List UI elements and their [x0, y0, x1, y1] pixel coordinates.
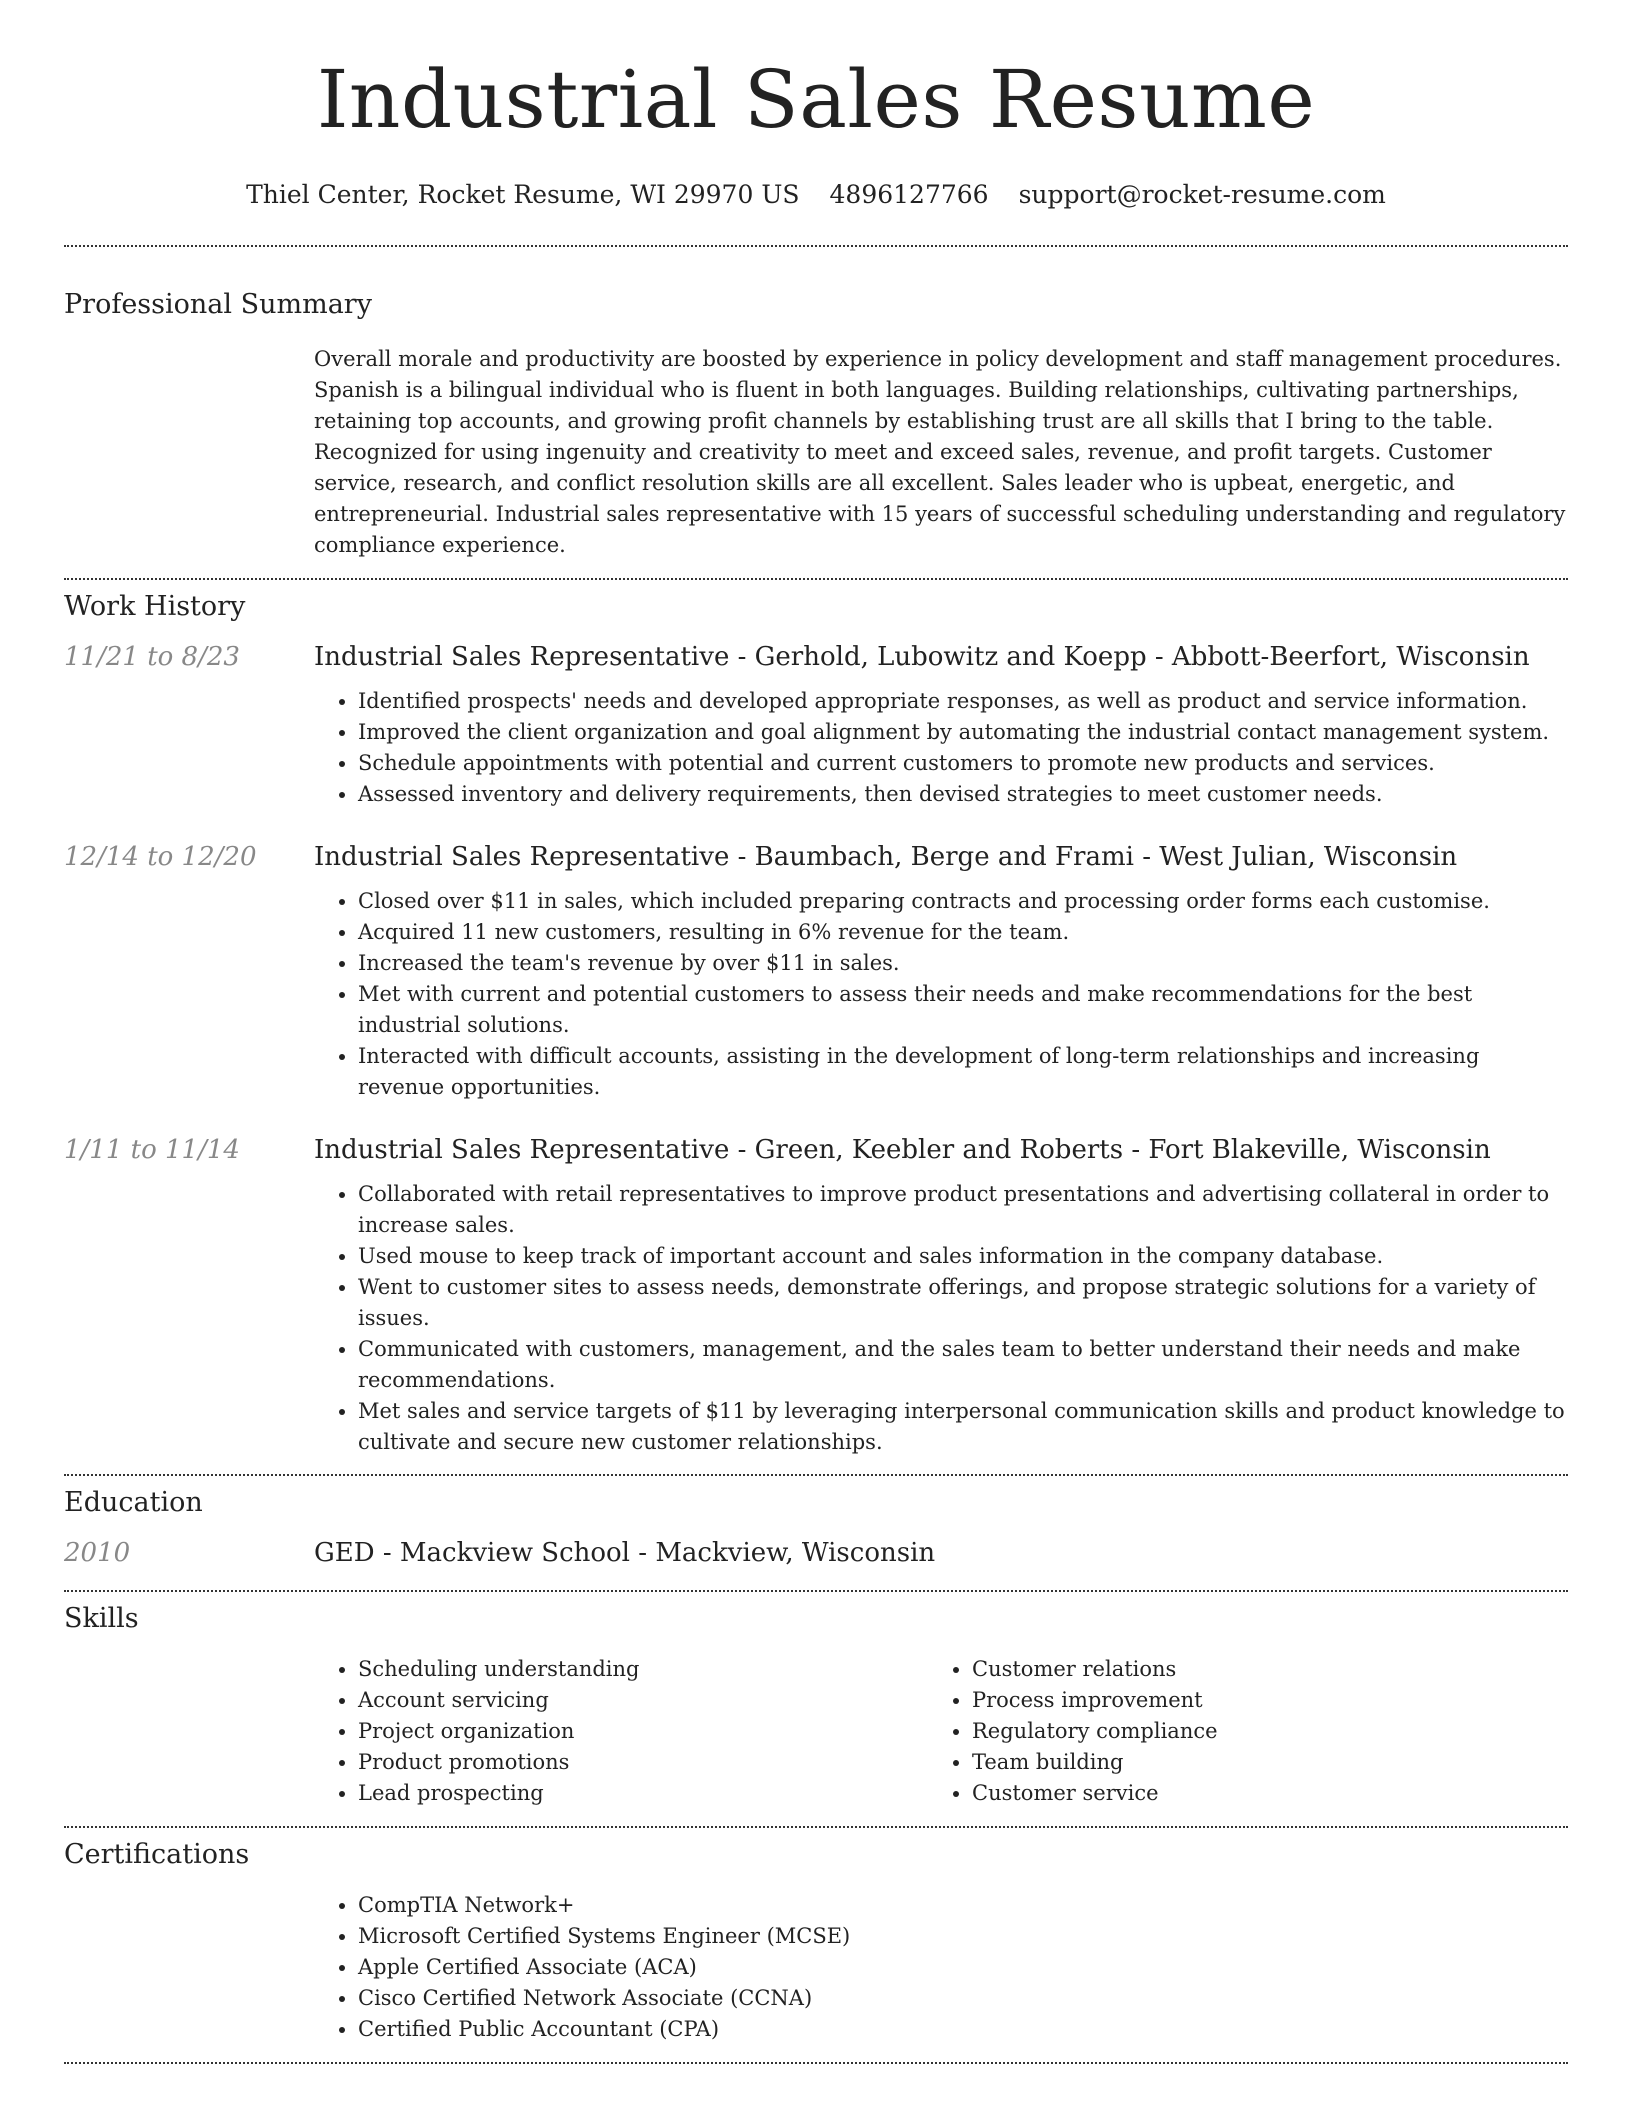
job-details — [314, 1133, 1568, 1458]
certifications-details — [314, 1890, 1568, 2045]
job-bullet: • Assessed inventory and delivery requirements, then devised strategies to meet customer needs. — [358, 779, 1568, 810]
job-bullet: • Increased the team's revenue by over $11 in sales. — [358, 948, 1568, 979]
skill-item: • Account servicing — [358, 1685, 928, 1716]
certification-item: • CompTIA Network+ — [358, 1890, 1568, 1921]
job-bullet: • Interacted with difficult accounts, assisting in the development of long-term relationships and increasing revenue opportunities. — [358, 1041, 1568, 1103]
section-divider — [64, 578, 1568, 580]
section-title-education: Education — [64, 1487, 203, 1518]
resume-title: Industrial Sales Resume — [316, 53, 1316, 146]
job-bullets — [314, 1179, 1568, 1458]
job-details — [314, 640, 1568, 810]
skill-item: • Regulatory compliance — [972, 1716, 1542, 1747]
job-bullets — [314, 886, 1568, 1103]
job-bullet: • Improved the client organization and goal alignment by automating the industrial contact management system. — [358, 717, 1568, 748]
skill-item: • Customer service — [972, 1778, 1542, 1809]
job-dates: 1/11 to 11/14 — [64, 1135, 240, 1165]
job-entry — [64, 640, 1568, 810]
certification-item: • Cisco Certified Network Associate (CCNA) — [358, 1983, 1568, 2014]
section-divider — [64, 245, 1568, 247]
contact-phone: 4896127766 — [829, 180, 989, 209]
section-divider — [64, 1826, 1568, 1828]
certifications-row — [64, 1890, 1568, 2045]
resume-page — [64, 0, 1568, 2064]
certifications-list — [314, 1890, 1568, 2045]
summary-text: Overall morale and productivity are boosted by experience in policy development and staff management procedures. Spanish is a bilingual individual who is fluent in both languages. Building relationships, cultivating partnerships, retaining top accounts, and growing profit channels by establishing trust are all skills that I bring to the table. Recognized for using ingenuity and creativity to meet and exceed sales, revenue, and profit targets. Customer service, research, and conflict resolution skills are all excellent. Sales leader who is upbeat, energetic, and entrepreneurial. Industrial sales representative with 15 years of successful scheduling understanding and regulatory compliance experience. — [314, 347, 1566, 557]
contact-line — [64, 180, 1568, 209]
job-title: Industrial Sales Representative - Baumbach, Berge and Frami - West Julian, Wisconsin — [314, 842, 1458, 872]
job-title: Industrial Sales Representative - Green, Keebler and Roberts - Fort Blakeville, Wisconsin — [314, 1135, 1491, 1165]
skills-row — [64, 1654, 1568, 1809]
skills-list-right — [928, 1654, 1542, 1809]
section-divider — [64, 2062, 1568, 2064]
summary-spacer — [64, 344, 314, 561]
job-bullet: • Collaborated with retail representatives to improve product presentations and advertising collateral in order to increase sales. — [358, 1179, 1568, 1241]
skill-item: • Process improvement — [972, 1685, 1542, 1716]
job-bullet: • Used mouse to keep track of important account and sales information in the company database. — [358, 1241, 1568, 1272]
job-bullet: • Identified prospects' needs and developed appropriate responses, as well as product and service information. — [358, 686, 1568, 717]
skills-grid — [314, 1654, 1568, 1809]
certification-item: • Apple Certified Associate (ACA) — [358, 1952, 1568, 1983]
section-divider — [64, 1474, 1568, 1476]
contact-address: Thiel Center, Rocket Resume, WI 29970 US — [246, 180, 800, 209]
education-entry — [64, 1536, 1568, 1570]
skills-list-left — [314, 1654, 928, 1809]
section-title-certifications: Certifications — [64, 1839, 250, 1870]
certification-item: • Certified Public Accountant (CPA) — [358, 2014, 1568, 2045]
section-title-work: Work History — [64, 591, 246, 622]
job-entry — [64, 1133, 1568, 1458]
job-bullet: • Met sales and service targets of $11 by leveraging interpersonal communication skills and product knowledge to cultivate and secure new customer relationships. — [358, 1396, 1568, 1458]
contact-email: support@rocket-resume.com — [1018, 180, 1386, 209]
job-bullet: • Closed over $11 in sales, which included preparing contracts and processing order forms each customise. — [358, 886, 1568, 917]
skill-item: • Team building — [972, 1747, 1542, 1778]
job-entry — [64, 840, 1568, 1103]
certification-item: • Microsoft Certified Systems Engineer (MCSE) — [358, 1921, 1568, 1952]
job-title: Industrial Sales Representative - Gerhold, Lubowitz and Koepp - Abbott-Beerfort, Wisconsin — [314, 642, 1530, 672]
skills-spacer — [64, 1654, 314, 1809]
job-bullet: • Went to customer sites to assess needs, demonstrate offerings, and propose strategic solutions for a variety of issues. — [358, 1272, 1568, 1334]
education-year: 2010 — [64, 1538, 131, 1568]
certifications-spacer — [64, 1890, 314, 2045]
section-divider — [64, 1590, 1568, 1592]
section-title-skills: Skills — [64, 1603, 139, 1634]
job-details — [314, 840, 1568, 1103]
skill-item: • Product promotions — [358, 1747, 928, 1778]
skill-item: • Lead prospecting — [358, 1778, 928, 1809]
skill-item: • Customer relations — [972, 1654, 1542, 1685]
job-dates: 11/21 to 8/23 — [64, 642, 240, 672]
job-bullet: • Met with current and potential customers to assess their needs and make recommendations for the best industrial solutions. — [358, 979, 1568, 1041]
job-bullets — [314, 686, 1568, 810]
job-bullet: • Acquired 11 new customers, resulting in 6% revenue for the team. — [358, 917, 1568, 948]
job-bullet: • Communicated with customers, management, and the sales team to better understand their needs and make recommendations. — [358, 1334, 1568, 1396]
section-title-summary: Professional Summary — [64, 289, 372, 320]
skill-item: • Project organization — [358, 1716, 928, 1747]
summary-row — [64, 344, 1568, 561]
job-bullet: • Schedule appointments with potential and current customers to promote new products and services. — [358, 748, 1568, 779]
education-details: GED - Mackview School - Mackview, Wisconsin — [314, 1538, 936, 1568]
job-dates: 12/14 to 12/20 — [64, 842, 257, 872]
skill-item: • Scheduling understanding — [358, 1654, 928, 1685]
